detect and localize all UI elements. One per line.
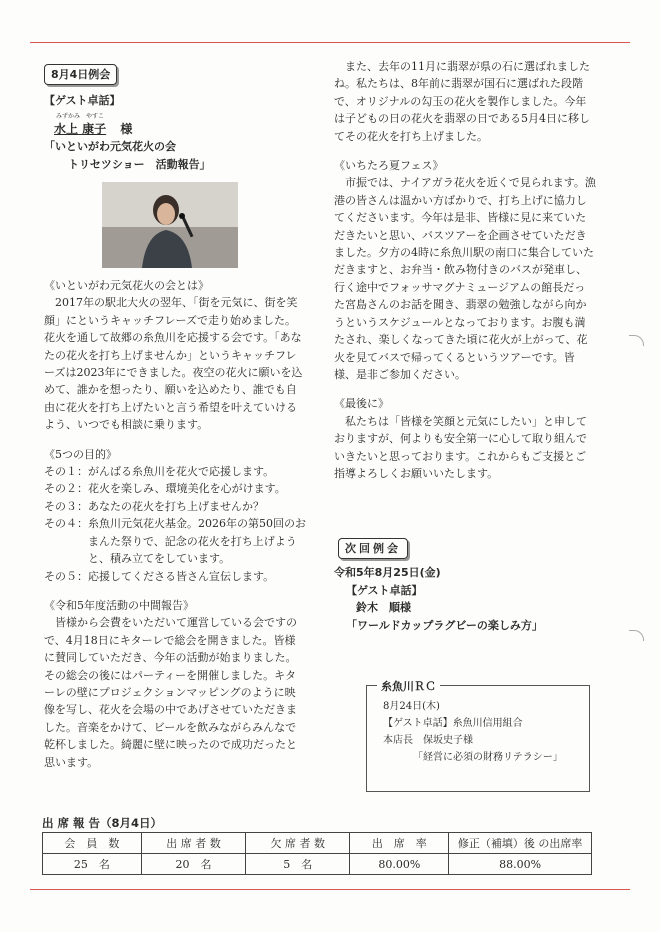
binding-mark	[629, 630, 644, 641]
table-cell: 20 名	[141, 854, 245, 875]
speaker-honorific: 様	[120, 121, 133, 136]
table-row	[43, 854, 592, 875]
bottom-rule	[30, 889, 630, 890]
table-header-cell: 会 員 数	[43, 833, 142, 854]
rc-box-talk-title: 「経営に必須の財務リテラシー」	[413, 752, 563, 763]
table-header-cell: 欠 席 者 数	[246, 833, 350, 854]
table-header-cell: 出 席 率	[350, 833, 449, 854]
talk-title-1: 「いといがわ元気花火の会	[44, 140, 176, 154]
next-meeting-speaker: 鈴木 順様	[356, 601, 411, 615]
table-cell: 25 名	[43, 854, 142, 875]
next-meeting-title-box: 次回例会	[338, 538, 408, 559]
attendance-title: 出 席 報 告（8月4日）	[42, 816, 163, 830]
list-item	[44, 515, 306, 567]
list-item	[44, 480, 306, 497]
section-heading: 《いちたろ夏フェス》	[334, 159, 444, 173]
section-heading: 《令和5年度活動の中間報告》	[44, 598, 194, 612]
top-rule	[30, 42, 630, 43]
rc-box-speaker: 本店長 保坂史子様	[383, 735, 473, 746]
talk-title-2: トリセツショー 活動報告」	[68, 157, 211, 171]
meeting-title-box: 8月4日例会	[44, 64, 117, 85]
section-heading: 《いといがわ元気花火の会とは》	[44, 279, 209, 292]
purpose-label: その１：	[44, 465, 88, 479]
rc-info-box	[366, 680, 590, 792]
rc-box-body	[383, 698, 563, 766]
purpose-list	[44, 463, 306, 585]
rc-box-title: 糸魚川ＲＣ	[377, 678, 440, 694]
table-cell: 80.00%	[350, 854, 449, 875]
purpose-label: その２：	[44, 482, 88, 496]
list-item	[44, 568, 306, 585]
list-item	[44, 463, 306, 480]
section-body: 2017年の駅北大火の翌年、「街を元気に、街を笑顔」にというキャッチフレーズで走り始めました。花火を通して故郷の糸魚川を応援する会です。「あなたの花火を打ち上げませんか」というキャッチフレーズは2023年にできました。夜空の花火に願いを込めて、誰かを想ったり、願いを込めたり、誰でも自由に花火を打ち上げたいと言う希望を叶えていけるよう、いつでも相談に乗ります。	[44, 296, 303, 432]
rc-box-date: 8月24日(木)	[383, 701, 440, 712]
speaker-ruby: みずかみ やすこ	[56, 112, 105, 120]
list-item	[44, 498, 306, 515]
next-meeting-date: 令和5年8月25日(金)	[334, 566, 441, 580]
table-header-cell: 出 席 者 数	[141, 833, 245, 854]
speaker-line	[54, 121, 306, 138]
binding-mark	[629, 335, 644, 346]
table-cell: 5 名	[246, 854, 350, 875]
rc-box-guest: 【ゲスト卓話】糸魚川信用組合	[383, 718, 523, 729]
speaker-name: 水上 康子	[54, 121, 107, 136]
section-heading: 《最後に》	[334, 397, 389, 411]
purpose-text: がんばる糸魚川を花火で応援します。	[88, 465, 275, 479]
right-column	[334, 58, 596, 482]
purpose-text: 応援してくださる皆さん宣伝します。	[88, 569, 275, 583]
purpose-label: その４：	[44, 517, 88, 531]
table-cell: 88.00%	[449, 854, 592, 875]
purpose-label: その５：	[44, 569, 88, 583]
table-header-row	[43, 833, 592, 854]
purpose-text: 糸魚川元気花火基金。2026年の第50回のおまんた祭りで、記念の花火を打ち上げようと、積み立てをしています。	[88, 517, 306, 566]
section-body: また、去年の11月に翡翠が県の石に選ばれましたね。私たちは、8年前に翡翠が国石に選ばれた段階で、オリジナルの勾玉の花火を製作しました。今年は子どもの日の花火を翡翠の日である5月4日に移してその花火を打ち上げました。	[334, 60, 590, 143]
purpose-text: 花火を楽しみ、環境美化を心がけます。	[88, 482, 286, 496]
section-body: 市振では、ナイアガラ花火を近くで見られます。漁港の皆さんは温かい方ばかりで、打ち上げに協力してくださいます。今年は是非、皆様に見に来ていただきたいと思い、バスツアーを企画させていただきました。夕方の4時に糸魚川駅の南口に集合していただきますと、お弁当・飲み物付きのバスが発車し、行く途中でフォッサマグナミュージアムの館長だった宮島さんのお話を聞き、翡翠の勉強しながら向かうというスケジュールとなっております。お腹も満たされ、楽しくなってきた頃に花火が上がって、花火を見てバスで帰ってくるというツアーです。皆様、是非ご参加ください。	[334, 176, 596, 381]
next-meeting-talk-title: 「ワールドカップラグビーの楽しみ方」	[346, 618, 543, 632]
purpose-text: あなたの花火を打ち上げませんか？	[88, 499, 264, 513]
purpose-label: その３：	[44, 499, 88, 513]
next-meeting	[334, 538, 596, 634]
table-header-cell: 修正（補填）後 の出席率	[449, 833, 592, 854]
section-body: 私たちは「皆様を笑顔と元気にしたい」と申しておりますが、何よりも安全第一に心して取り組んでいきたいと思っております。これからもご支援とご指導よろしくお願いいたします。	[334, 414, 587, 480]
section-body: 皆様から会費をいただいて運営している会ですので、4月18日にキターレで総会を開きました。皆様に賛同していただき、今年の活動が始まりました。その総会の後にはパーティーを開催しました。キターレの壁にプロジェクションマッピングのように映像を写し、花火を会場の中であげさせていただきました。音楽をかけて、ビールを飲みながらみんなで乾杯しました。綺麗に壁に映ったので成功だったと思います。	[44, 616, 297, 769]
left-column	[44, 64, 306, 173]
section-heading: 《5つの目的》	[44, 447, 117, 461]
guest-heading: 【ゲスト卓話】	[44, 94, 121, 108]
attendance-table	[42, 832, 592, 875]
next-meeting-guest-heading: 【ゲスト卓話】	[346, 583, 423, 597]
left-body	[44, 277, 306, 771]
speaker-photo	[102, 182, 238, 268]
